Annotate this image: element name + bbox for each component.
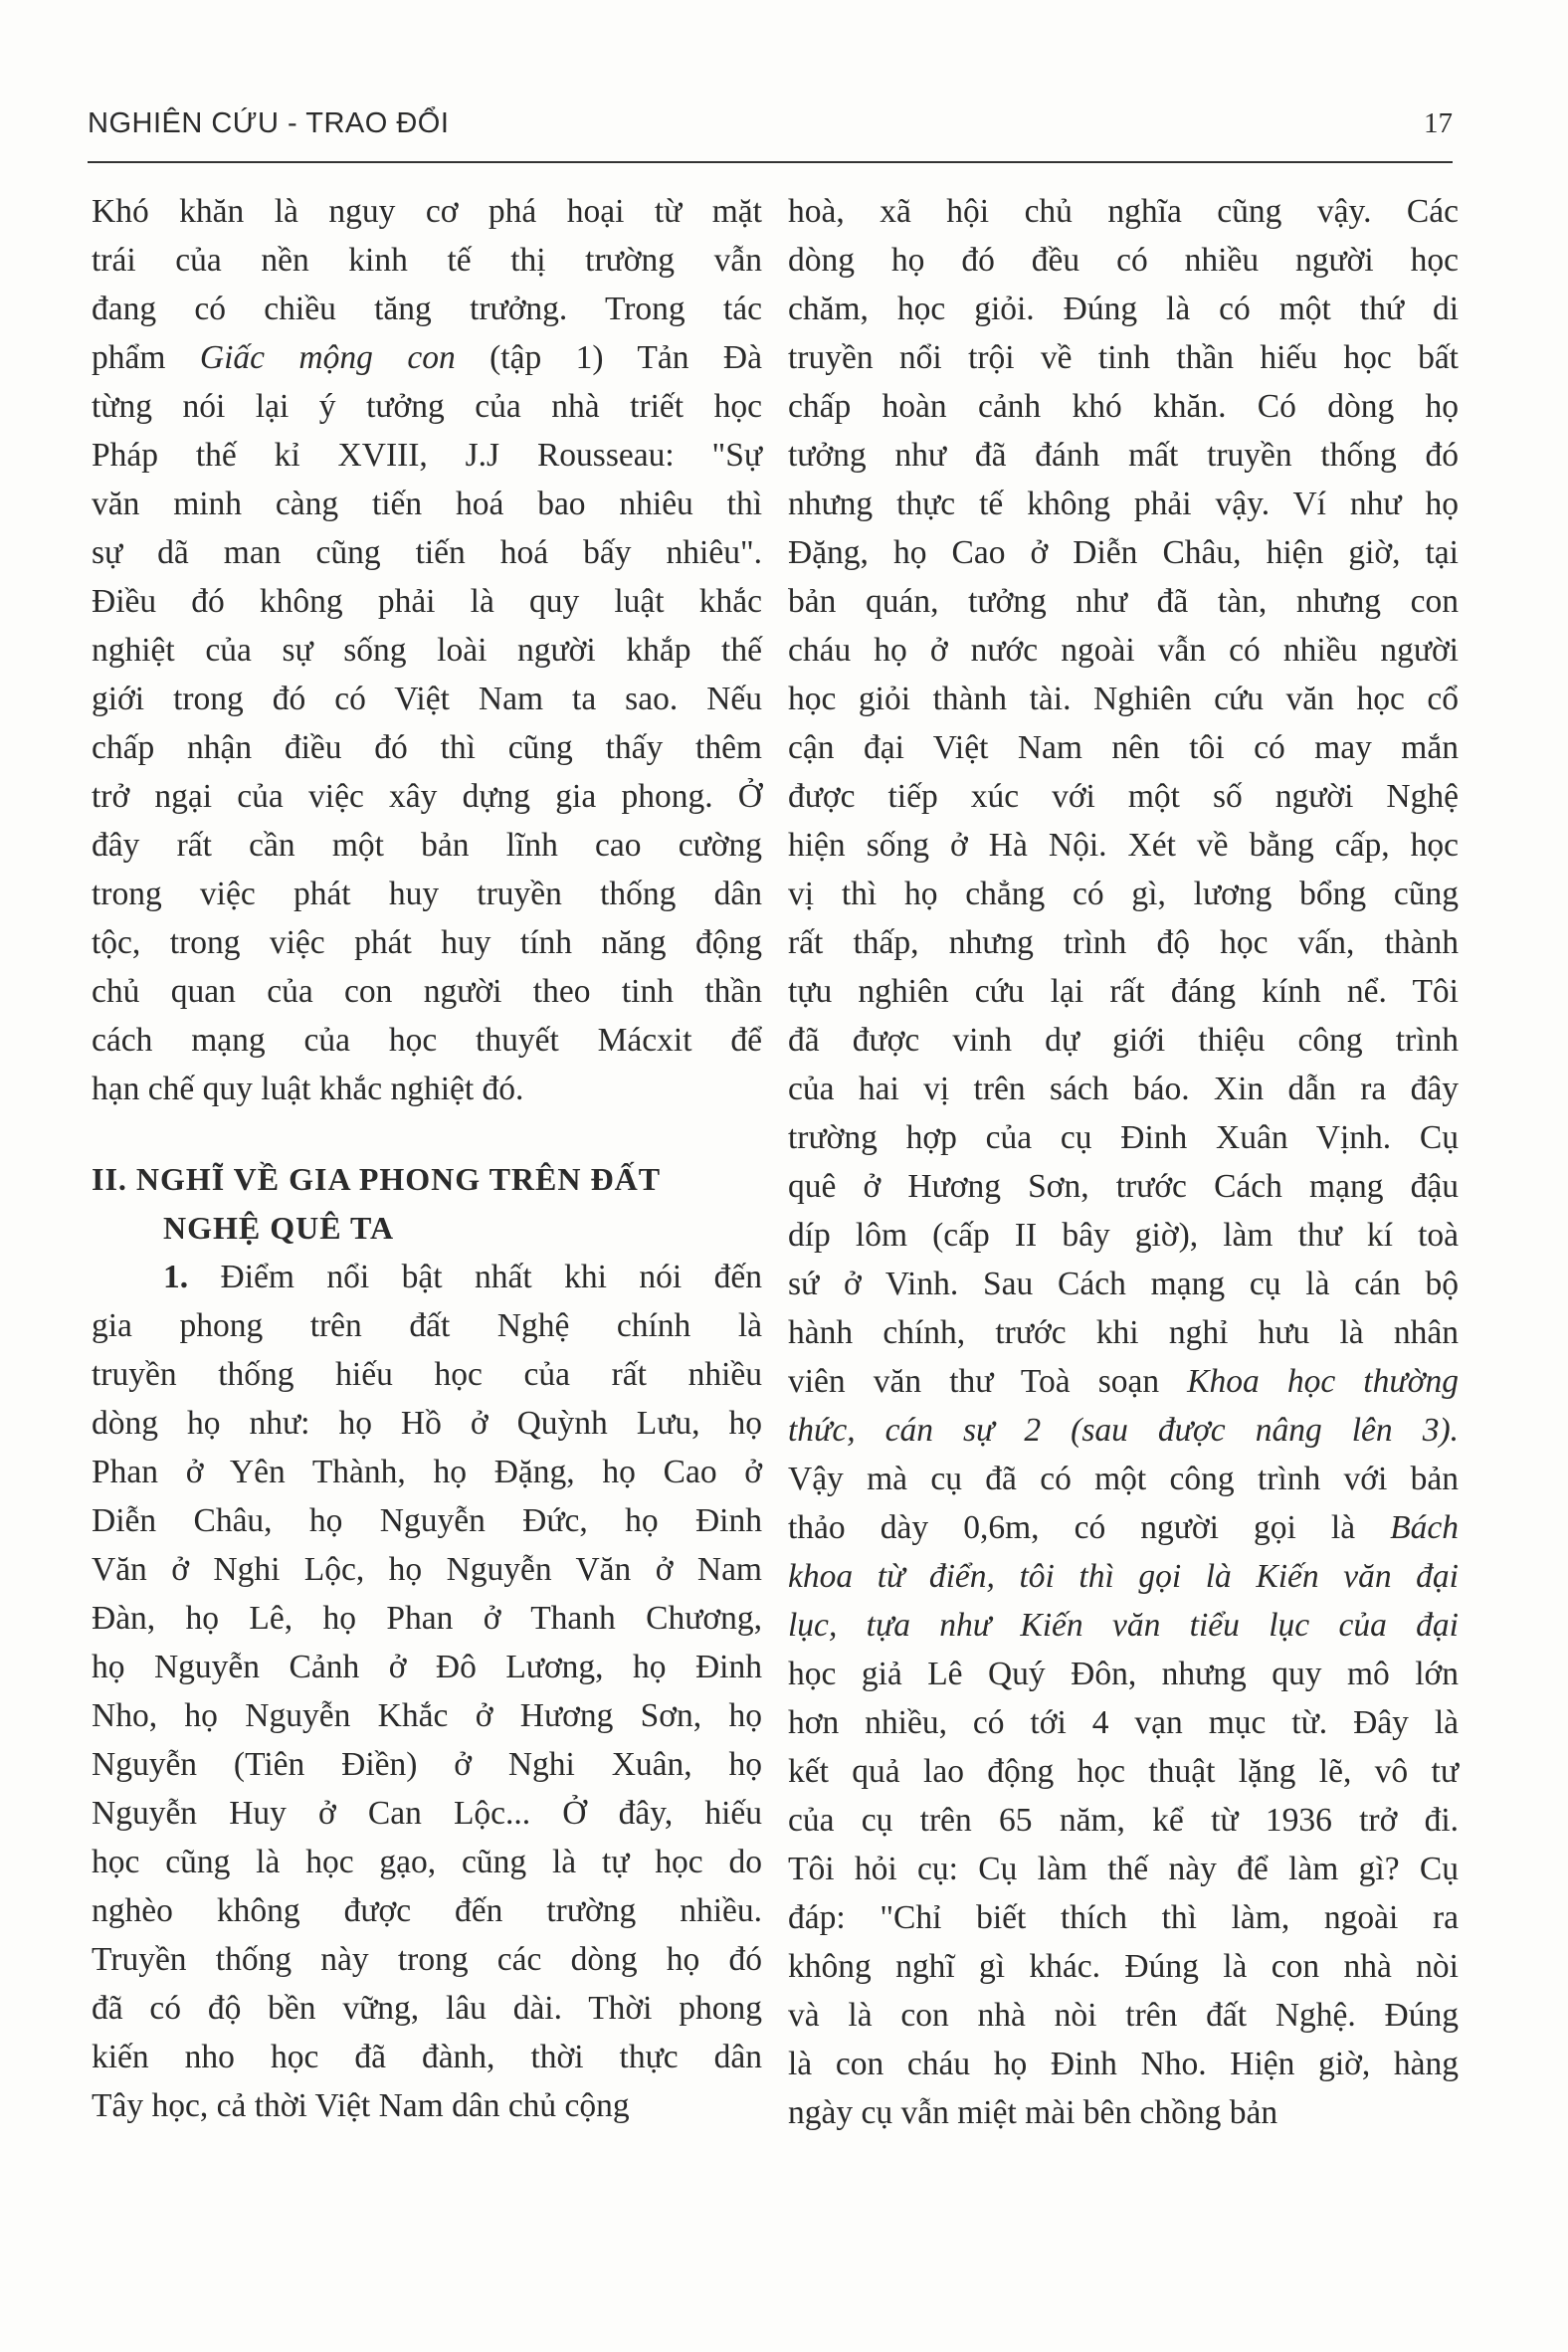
text-line: trường hợp của cụ Đinh Xuân Vịnh. Cụ (788, 1119, 1459, 1156)
text-line: Đặng, họ Cao ở Diễn Châu, hiện giờ, tại (788, 534, 1459, 571)
text-line: của hai vị trên sách báo. Xin dẫn ra đây (788, 1071, 1459, 1107)
text-line: kết quả lao động học thuật lặng lẽ, vô tư (788, 1753, 1459, 1790)
text-line: đây rất cần một bản lĩnh cao cường (92, 827, 762, 864)
paragraph-number: 1. (163, 1259, 189, 1295)
text-line: hiện sống ở Hà Nội. Xét về bằng cấp, học (788, 827, 1459, 864)
text-line: văn minh càng tiến hoá bao nhiêu thì (92, 486, 762, 522)
text-line: từng nói lại ý tưởng của nhà triết học (92, 388, 762, 425)
text-line: Pháp thế kỉ XVIII, J.J Rousseau: "Sự (92, 437, 762, 474)
text-line (788, 1406, 1459, 1455)
running-header (88, 107, 1453, 151)
text-line: trái của nền kinh tế thị trường vẫn (92, 242, 762, 279)
text-line (788, 1601, 1459, 1650)
text-line: học giả Lê Quý Đôn, nhưng quy mô lớn (788, 1656, 1459, 1692)
text-line: truyền nổi trội về tinh thần hiếu học bất (788, 339, 1459, 376)
page-number: 17 (1424, 107, 1453, 139)
text-line: trở ngại của việc xây dựng gia phong. Ở (92, 778, 762, 815)
paragraph (92, 1253, 762, 2130)
text-line: bản quán, tưởng như đã tàn, nhưng con (788, 583, 1459, 620)
text-line: đã được vinh dự giới thiệu công trình (788, 1022, 1459, 1059)
text-line: Điều đó không phải là quy luật khắc (92, 583, 762, 620)
text-line: học cũng là học gạo, cũng là tự học do (92, 1844, 762, 1880)
text-line: chấp nhận điều đó thì cũng thấy thêm (92, 729, 762, 766)
text-line: Truyền thống này trong các dòng họ đó (92, 1941, 762, 1978)
text-line: díp lôm (cấp II bây giờ), làm thư kí toà (788, 1217, 1459, 1254)
text-line: tưởng như đã đánh mất truyền thống đó (788, 437, 1459, 474)
text-line: Tôi hỏi cụ: Cụ làm thế này để làm gì? Cụ (788, 1851, 1459, 1887)
text-line: II. NGHĨ VỀ GIA PHONG TRÊN ĐẤT (92, 1161, 662, 1197)
text-line: rất thấp, nhưng trình độ học vấn, thành (788, 924, 1459, 961)
text-line: và là con nhà nòi trên đất Nghệ. Đúng (788, 1997, 1459, 2034)
italic-title: của đại (1309, 1607, 1459, 1644)
text-line: ngày cụ vẫn miệt mài bên chồng bản (788, 2094, 1278, 2131)
italic-title: Kiến văn đại (1256, 1558, 1459, 1595)
italic-title: , cán sự 2 (sau được nâng lên 3). (847, 1412, 1459, 1449)
text-line: nghèo không được đến trường nhiều. (92, 1892, 762, 1929)
text-line: chăm, học giỏi. Đúng là có một thứ di (788, 291, 1459, 327)
text-line: sự dã man cũng tiến hoá bấy nhiêu". (92, 534, 762, 571)
text-line: trong việc phát huy truyền thống dân (92, 876, 762, 912)
text-line (92, 333, 762, 382)
paragraph (788, 187, 1459, 2137)
text-line: giới trong đó có Việt Nam ta sao. Nếu (92, 681, 762, 717)
text-line: Vậy mà cụ đã có một công trình với bản (788, 1461, 1459, 1497)
text-segment: (tập 1) Tản Đà (455, 339, 762, 376)
text-segment: viên văn thư Toà soạn (788, 1363, 1188, 1400)
italic-title: , tựa như (828, 1607, 1021, 1644)
italic-title: Khoa học thường (1187, 1363, 1459, 1400)
italic-title: Giấc mộng con (199, 339, 456, 376)
text-line: họ Nguyễn Cảnh ở Đô Lương, họ Đinh (92, 1649, 762, 1685)
italic-title: khoa từ điển (788, 1558, 987, 1595)
text-line: nghiệt của sự sống loài người khắp thế (92, 632, 762, 669)
italic-title: lục (788, 1607, 829, 1644)
italic-title: Kiến văn tiểu lục (1020, 1607, 1310, 1644)
text-line (788, 1503, 1459, 1552)
italic-title: thức (788, 1412, 848, 1449)
text-line: nhưng thực tế không phải vậy. Ví như họ (788, 486, 1459, 522)
header-rule (88, 161, 1453, 163)
text-line: dòng họ như: họ Hồ ở Quỳnh Lưu, họ (92, 1405, 762, 1442)
text-line: Nguyễn (Tiên Điền) ở Nghi Xuân, họ (92, 1746, 762, 1783)
text-line: hơn nhiều, có tới 4 vạn mục từ. Đây là (788, 1704, 1459, 1741)
text-line: Diễn Châu, họ Nguyễn Đức, họ Đinh (92, 1502, 762, 1539)
running-title: NGHIÊN CỨU - TRAO ĐỔI (88, 107, 450, 139)
text-line: dòng họ đó đều có nhiều người học (788, 242, 1459, 279)
text-line: gia phong trên đất Nghệ chính là (92, 1307, 762, 1344)
text-segment: thảo dày 0,6m, có người gọi là (788, 1509, 1391, 1546)
text-line: truyền thống hiếu học của rất nhiều (92, 1356, 762, 1393)
text-line (788, 1357, 1459, 1406)
text-line: hành chính, trước khi nghỉ hưu là nhân (788, 1314, 1459, 1351)
text-line: của cụ trên 65 năm, kể từ 1936 trở đi. (788, 1802, 1459, 1839)
right-column (788, 187, 1459, 2137)
text-line: Nguyễn Huy ở Can Lộc... Ở đây, hiếu (92, 1795, 762, 1832)
text-line: học giỏi thành tài. Nghiên cứu văn học cổ (788, 681, 1459, 717)
text-line: cận đại Việt Nam nên tôi có may mắn (788, 729, 1459, 766)
text-line: được tiếp xúc với một số người Nghệ (788, 778, 1459, 815)
italic-title: , tôi thì gọi là (986, 1558, 1257, 1595)
text-line: Tây học, cả thời Việt Nam dân chủ cộng (92, 2087, 630, 2124)
text-line: hạn chế quy luật khắc nghiệt đó. (92, 1071, 524, 1107)
italic-title: Bách (1390, 1509, 1459, 1546)
text-segment: phẩm (92, 339, 200, 376)
text-line: quê ở Hương Sơn, trước Cách mạng đậu (788, 1168, 1459, 1205)
text-line: tựu nghiên cứu lại rất đáng kính nể. Tôi (788, 973, 1459, 1010)
text-line: cháu họ ở nước ngoài vẫn có nhiều người (788, 632, 1459, 669)
text-line: là con cháu họ Đinh Nho. Hiện giờ, hàng (788, 2046, 1459, 2082)
text-line: không nghĩ gì khác. Đúng là con nhà nòi (788, 1948, 1459, 1985)
text-segment: Điểm nổi bật nhất khi nói đến (188, 1259, 762, 1295)
paragraph (92, 187, 762, 1113)
text-line: hoà, xã hội chủ nghĩa cũng vậy. Các (788, 193, 1459, 230)
text-line: NGHỆ QUÊ TA (163, 1210, 395, 1246)
text-line: vị thì họ chẳng có gì, lương bổng cũng (788, 876, 1459, 912)
text-line: kiến nho học đã đành, thời thực dân (92, 2039, 762, 2075)
left-column (92, 187, 762, 2130)
text-line: Nho, họ Nguyễn Khắc ở Hương Sơn, họ (92, 1697, 762, 1734)
text-line (788, 1552, 1459, 1601)
text-line: Văn ở Nghi Lộc, họ Nguyễn Văn ở Nam (92, 1551, 762, 1588)
text-line: sứ ở Vinh. Sau Cách mạng cụ là cán bộ (788, 1266, 1459, 1302)
text-line: Phan ở Yên Thành, họ Đặng, họ Cao ở (92, 1454, 762, 1490)
section-heading (92, 1155, 762, 1253)
text-line: tộc, trong việc phát huy tính năng động (92, 924, 762, 961)
text-line: Đàn, họ Lê, họ Phan ở Thanh Chương, (92, 1600, 762, 1637)
text-line: Khó khăn là nguy cơ phá hoại từ mặt (92, 193, 762, 230)
text-line: chủ quan của con người theo tinh thần (92, 973, 762, 1010)
text-line: đã có độ bền vững, lâu dài. Thời phong (92, 1990, 762, 2027)
text-line (92, 1253, 762, 1301)
text-line: đang có chiều tăng trưởng. Trong tác (92, 291, 762, 327)
text-line: chấp hoàn cảnh khó khăn. Có dòng họ (788, 388, 1459, 425)
text-line: cách mạng của học thuyết Mácxit để (92, 1022, 762, 1059)
text-line: đáp: "Chỉ biết thích thì làm, ngoài ra (788, 1899, 1459, 1936)
